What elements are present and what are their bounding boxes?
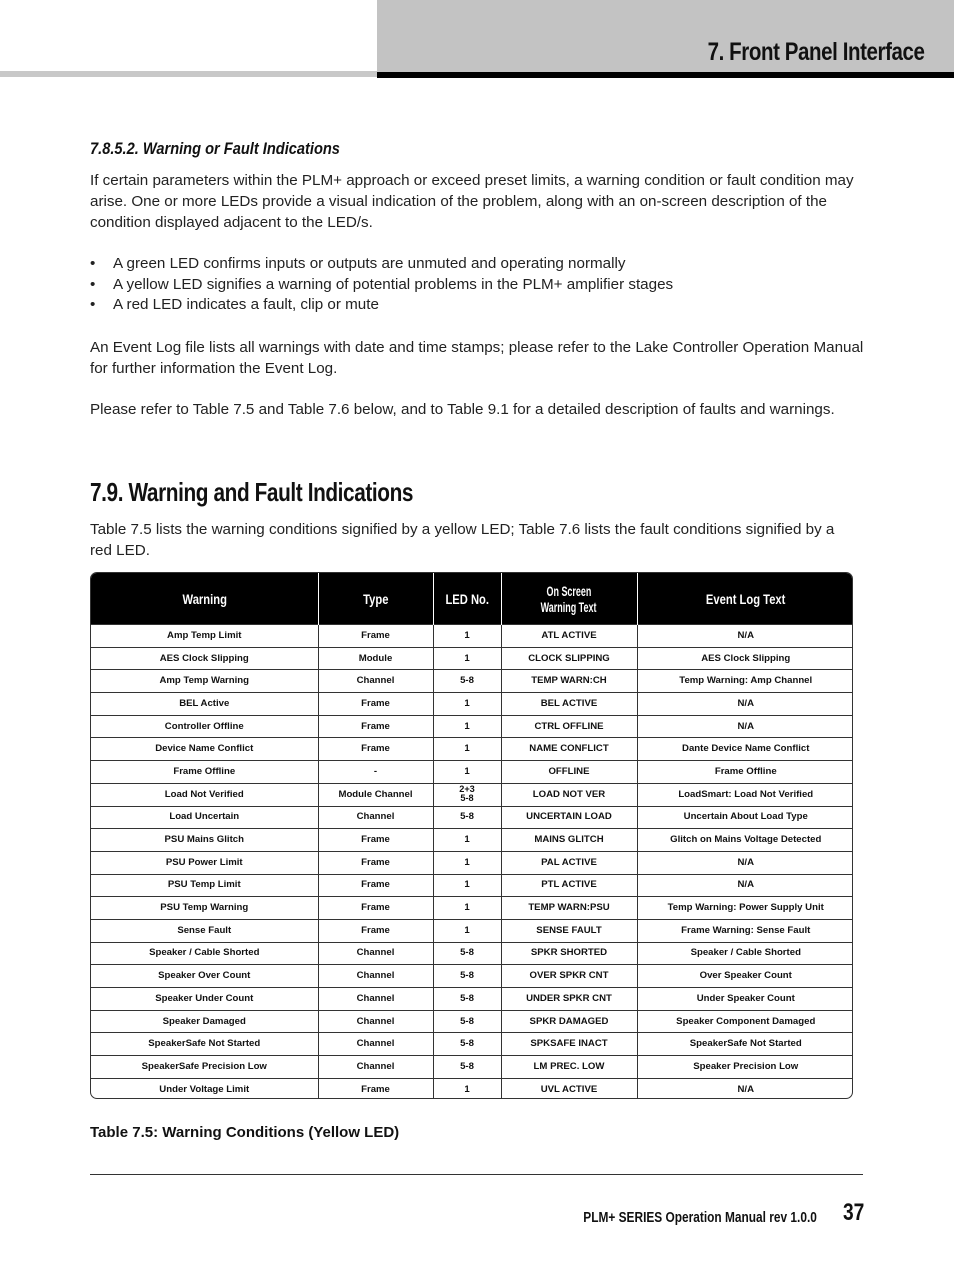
table-row: [91, 897, 853, 920]
cell-warning: Load Not Verified: [91, 783, 318, 806]
col-header-eventlog: Event Log Text: [637, 573, 853, 625]
cell-warning: PSU Mains Glitch: [91, 829, 318, 852]
table-row: [91, 1010, 853, 1033]
table-row: [91, 851, 853, 874]
col-header-type: Type: [318, 573, 433, 625]
cell-led: 1: [433, 874, 501, 897]
cell-onscreen: LOAD NOT VER: [501, 783, 637, 806]
table-row: [91, 806, 853, 829]
cell-eventlog: Frame Offline: [637, 761, 853, 784]
table-row: [91, 738, 853, 761]
cell-led: 1: [433, 715, 501, 738]
cell-eventlog: Over Speaker Count: [637, 965, 853, 988]
cell-onscreen: OFFLINE: [501, 761, 637, 784]
cell-eventlog: N/A: [637, 851, 853, 874]
cell-type: Module Channel: [318, 783, 433, 806]
cell-led: 5-8: [433, 942, 501, 965]
cell-warning: PSU Power Limit: [91, 851, 318, 874]
cell-onscreen: ATL ACTIVE: [501, 625, 637, 648]
cell-led: 1: [433, 919, 501, 942]
cell-led: 1: [433, 693, 501, 716]
cell-onscreen: CTRL OFFLINE: [501, 715, 637, 738]
cell-type: Channel: [318, 1056, 433, 1079]
cell-onscreen: LM PREC. LOW: [501, 1056, 637, 1079]
warning-conditions-table: [90, 572, 853, 1099]
cell-type: Channel: [318, 1010, 433, 1033]
table-row: [91, 919, 853, 942]
cell-warning: Speaker / Cable Shorted: [91, 942, 318, 965]
cell-led: 1: [433, 851, 501, 874]
cell-led: 1: [433, 738, 501, 761]
cell-type: -: [318, 761, 433, 784]
cell-led: 5-8: [433, 1010, 501, 1033]
table-row: [91, 715, 853, 738]
cell-led: 5-8: [433, 965, 501, 988]
cell-warning: Amp Temp Warning: [91, 670, 318, 693]
cell-warning: Speaker Over Count: [91, 965, 318, 988]
cell-type: Frame: [318, 738, 433, 761]
cell-led: 1: [433, 647, 501, 670]
cell-type: Channel: [318, 1033, 433, 1056]
cell-eventlog: N/A: [637, 625, 853, 648]
cell-onscreen: CLOCK SLIPPING: [501, 647, 637, 670]
cell-warning: Speaker Damaged: [91, 1010, 318, 1033]
list-item: • A yellow LED signifies a warning of potential problems in the PLM+ amplifier stages: [90, 275, 870, 296]
table-row: [91, 1056, 853, 1079]
cell-warning: PSU Temp Warning: [91, 897, 318, 920]
cell-led: 1: [433, 829, 501, 852]
table-row: [91, 693, 853, 716]
cell-eventlog: Temp Warning: Amp Channel: [637, 670, 853, 693]
table-row: [91, 670, 853, 693]
cell-led: 1: [433, 1078, 501, 1099]
cell-eventlog: N/A: [637, 874, 853, 897]
cell-warning: Device Name Conflict: [91, 738, 318, 761]
cell-eventlog: Speaker Component Damaged: [637, 1010, 853, 1033]
cell-onscreen: PTL ACTIVE: [501, 874, 637, 897]
cell-led: 1: [433, 897, 501, 920]
cell-onscreen: UNCERTAIN LOAD: [501, 806, 637, 829]
cell-onscreen: SENSE FAULT: [501, 919, 637, 942]
cell-onscreen: UNDER SPKR CNT: [501, 988, 637, 1011]
cell-type: Frame: [318, 829, 433, 852]
cell-led: 1: [433, 761, 501, 784]
table-row: [91, 942, 853, 965]
cell-type: Frame: [318, 919, 433, 942]
cell-eventlog: Speaker Precision Low: [637, 1056, 853, 1079]
cell-warning: Speaker Under Count: [91, 988, 318, 1011]
cell-type: Frame: [318, 897, 433, 920]
col-header-led: LED No.: [433, 573, 501, 625]
footer-manual-title: PLM+ SERIES Operation Manual rev 1.0.0: [583, 1210, 817, 1226]
cell-eventlog: AES Clock Slipping: [637, 647, 853, 670]
cell-onscreen: NAME CONFLICT: [501, 738, 637, 761]
cell-type: Frame: [318, 715, 433, 738]
cell-eventlog: Frame Warning: Sense Fault: [637, 919, 853, 942]
cell-eventlog: Speaker / Cable Shorted: [637, 942, 853, 965]
cell-onscreen: TEMP WARN:PSU: [501, 897, 637, 920]
led-bullet-list: [90, 254, 870, 316]
header-right-rule: [377, 72, 954, 78]
table-row: [91, 783, 853, 806]
subsection-heading: 7.8.5.2. Warning or Fault Indications: [90, 139, 340, 158]
chapter-title: 7. Front Panel Interface: [707, 38, 924, 66]
table-row: [91, 988, 853, 1011]
cell-eventlog: LoadSmart: Load Not Verified: [637, 783, 853, 806]
table-row: [91, 829, 853, 852]
cell-warning: Amp Temp Limit: [91, 625, 318, 648]
cell-warning: SpeakerSafe Precision Low: [91, 1056, 318, 1079]
cell-type: Frame: [318, 874, 433, 897]
col-header-warning: Warning: [91, 573, 318, 625]
cell-onscreen: BEL ACTIVE: [501, 693, 637, 716]
cell-type: Frame: [318, 851, 433, 874]
cell-warning: Load Uncertain: [91, 806, 318, 829]
intro-paragraph: If certain parameters within the PLM+ approach or exceed preset limits, a warning condition or fault condition may arise. One or more LEDs provide a visual indication of the problem, along with an on-screen description of the condition displayed adjacent to the LED/s.: [90, 172, 854, 231]
cell-onscreen: SPKSAFE INACT: [501, 1033, 637, 1056]
cell-eventlog: Uncertain About Load Type: [637, 806, 853, 829]
table-row: [91, 1078, 853, 1099]
table-row: [91, 874, 853, 897]
table-reference-paragraph: Please refer to Table 7.5 and Table 7.6 below, and to Table 9.1 for a detailed description of faults and warnings.: [90, 401, 835, 418]
cell-led: 5-8: [433, 1056, 501, 1079]
cell-warning: Under Voltage Limit: [91, 1078, 318, 1099]
table-row: [91, 761, 853, 784]
header-left-rule: [0, 71, 377, 77]
list-item: • A green LED confirms inputs or outputs are unmuted and operating normally: [90, 254, 870, 275]
table-header-row: [91, 573, 853, 625]
cell-led: 5-8: [433, 670, 501, 693]
cell-eventlog: N/A: [637, 693, 853, 716]
cell-eventlog: Dante Device Name Conflict: [637, 738, 853, 761]
cell-warning: SpeakerSafe Not Started: [91, 1033, 318, 1056]
cell-eventlog: N/A: [637, 715, 853, 738]
table-row: [91, 965, 853, 988]
cell-led: 5-8: [433, 1033, 501, 1056]
event-log-paragraph: An Event Log file lists all warnings with date and time stamps; please refer to the Lake Controller Operation Manual for further information the Event Log.: [90, 339, 864, 377]
cell-warning: Frame Offline: [91, 761, 318, 784]
cell-onscreen: PAL ACTIVE: [501, 851, 637, 874]
cell-type: Channel: [318, 806, 433, 829]
cell-type: Frame: [318, 625, 433, 648]
cell-eventlog: Temp Warning: Power Supply Unit: [637, 897, 853, 920]
cell-warning: AES Clock Slipping: [91, 647, 318, 670]
cell-led: 5-8: [433, 806, 501, 829]
table-row: [91, 647, 853, 670]
cell-eventlog: N/A: [637, 1078, 853, 1099]
table-row: [91, 1033, 853, 1056]
table-row: [91, 625, 853, 648]
cell-type: Module: [318, 647, 433, 670]
section-heading: 7.9. Warning and Fault Indications: [90, 477, 414, 507]
col-header-onscreen: On Screen Warning Text: [501, 573, 637, 625]
cell-onscreen: TEMP WARN:CH: [501, 670, 637, 693]
cell-eventlog: Under Speaker Count: [637, 988, 853, 1011]
list-item: • A red LED indicates a fault, clip or mute: [90, 295, 870, 316]
footer-rule: [90, 1174, 863, 1175]
cell-onscreen: UVL ACTIVE: [501, 1078, 637, 1099]
cell-type: Frame: [318, 693, 433, 716]
cell-onscreen: MAINS GLITCH: [501, 829, 637, 852]
cell-onscreen: SPKR DAMAGED: [501, 1010, 637, 1033]
cell-type: Frame: [318, 1078, 433, 1099]
cell-led: 5-8: [433, 988, 501, 1011]
cell-onscreen: SPKR SHORTED: [501, 942, 637, 965]
cell-warning: Sense Fault: [91, 919, 318, 942]
cell-warning: BEL Active: [91, 693, 318, 716]
table-caption: Table 7.5: Warning Conditions (Yellow LED): [90, 1124, 400, 1141]
cell-warning: PSU Temp Limit: [91, 874, 318, 897]
cell-type: Channel: [318, 670, 433, 693]
cell-type: Channel: [318, 942, 433, 965]
page-number: 37: [843, 1199, 865, 1226]
cell-type: Channel: [318, 988, 433, 1011]
cell-led: 2+3 5-8: [433, 783, 501, 806]
section-intro-paragraph: Table 7.5 lists the warning conditions signified by a yellow LED; Table 7.6 lists the fault conditions signified by a red LED.: [90, 521, 835, 559]
cell-led: 1: [433, 625, 501, 648]
cell-type: Channel: [318, 965, 433, 988]
cell-eventlog: SpeakerSafe Not Started: [637, 1033, 853, 1056]
cell-warning: Controller Offline: [91, 715, 318, 738]
cell-eventlog: Glitch on Mains Voltage Detected: [637, 829, 853, 852]
cell-onscreen: OVER SPKR CNT: [501, 965, 637, 988]
